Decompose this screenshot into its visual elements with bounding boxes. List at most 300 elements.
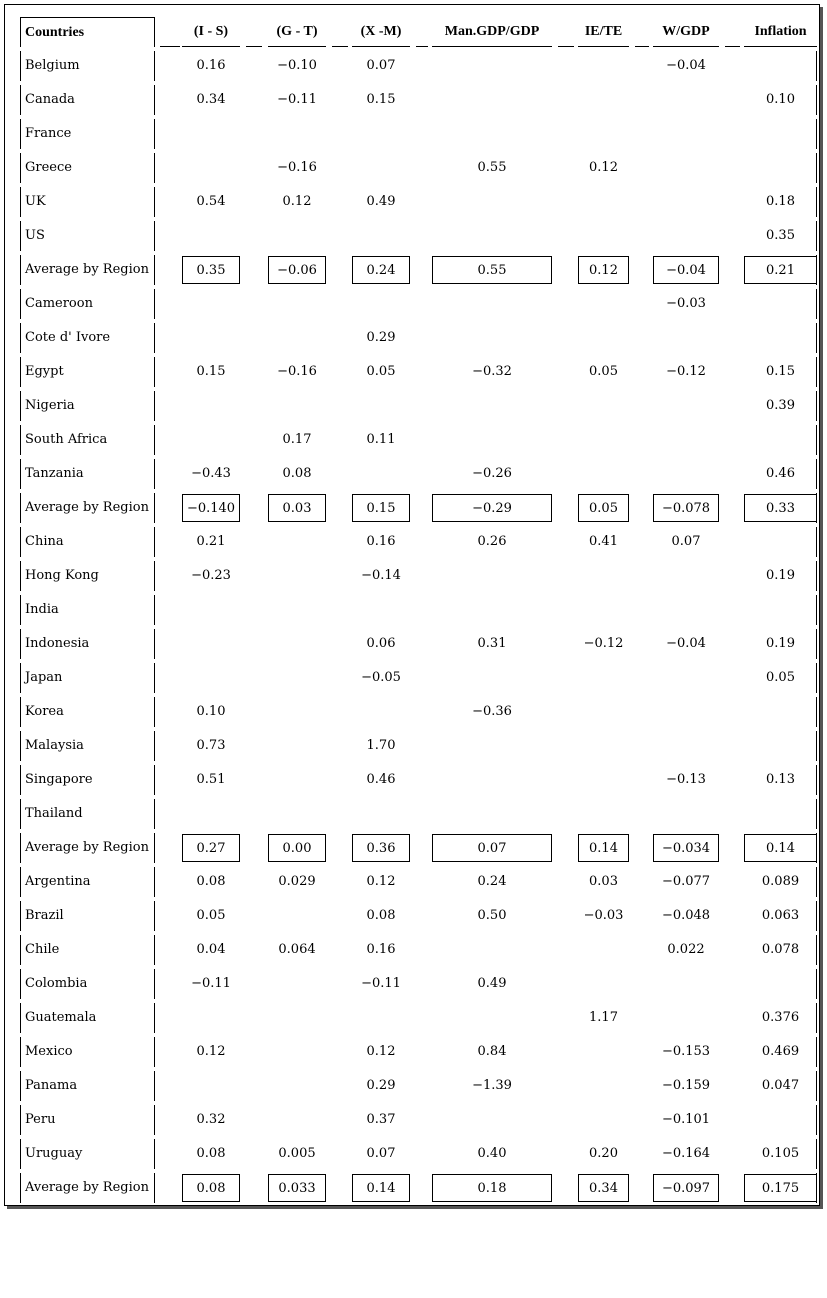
header-g-t: (G - T) — [276, 24, 318, 39]
header-rule — [182, 46, 240, 47]
value-cell-g-t — [268, 970, 326, 998]
value-cell-w-gdp — [653, 970, 719, 998]
value-cell-man-gdp: 0.24 — [477, 874, 507, 889]
table-row — [5, 729, 821, 763]
value-cell-man-gdp — [432, 1106, 552, 1134]
table-row — [5, 627, 821, 661]
value-cell-w-gdp — [653, 154, 719, 182]
value-cell-x-m — [352, 120, 410, 148]
value-cell-x-m — [352, 596, 410, 624]
value-cell-g-t: 0.12 — [282, 194, 312, 209]
value-cell-g-t: −0.16 — [277, 160, 317, 175]
value-cell-ie-te: 0.20 — [589, 1146, 618, 1161]
header-rule — [432, 46, 552, 47]
table-row — [5, 797, 821, 831]
value-cell-w-gdp — [653, 664, 719, 692]
header-rule — [744, 46, 817, 47]
value-cell-inflation: 0.10 — [766, 92, 795, 107]
value-cell-man-gdp — [432, 766, 552, 794]
value-cell-g-t — [268, 324, 326, 352]
average-row — [5, 253, 821, 287]
value-cell-ie-te: −0.12 — [583, 636, 624, 651]
value-cell-ie-te — [578, 698, 629, 726]
value-cell-w-gdp — [653, 562, 719, 590]
value-cell-ie-te — [578, 1072, 629, 1100]
value-cell-w-gdp — [653, 460, 719, 488]
value-cell-ie-te — [578, 222, 629, 250]
table-row — [5, 151, 821, 185]
country-cell: Panama — [20, 1071, 155, 1101]
value-cell-inflation: 0.21 — [744, 256, 817, 284]
value-cell-g-t: 0.005 — [278, 1146, 316, 1161]
country-cell: US — [20, 221, 155, 251]
value-cell-x-m — [352, 800, 410, 828]
value-cell-inflation: 0.19 — [766, 636, 795, 651]
value-cell-g-t: 0.029 — [278, 874, 316, 889]
value-cell-g-t — [268, 902, 326, 930]
value-cell-x-m: −0.05 — [361, 670, 401, 685]
value-cell-w-gdp — [653, 596, 719, 624]
value-cell-man-gdp: 0.84 — [477, 1044, 507, 1059]
value-cell-ie-te: 0.05 — [578, 494, 629, 522]
value-cell-inflation — [744, 52, 817, 80]
value-cell-w-gdp: −0.097 — [653, 1174, 719, 1202]
value-cell-i-s — [182, 154, 240, 182]
value-cell-man-gdp: −1.39 — [472, 1078, 512, 1093]
table-row — [5, 865, 821, 899]
value-cell-man-gdp — [432, 222, 552, 250]
value-cell-i-s: 0.05 — [196, 908, 226, 923]
value-cell-ie-te: −0.03 — [583, 908, 624, 923]
value-cell-x-m: 0.36 — [352, 834, 410, 862]
value-cell-man-gdp: −0.32 — [472, 364, 512, 379]
value-cell-x-m: 0.29 — [366, 330, 396, 345]
header-w-gdp: W/GDP — [662, 24, 710, 39]
value-cell-i-s: 0.08 — [196, 874, 226, 889]
value-cell-man-gdp: 0.55 — [477, 160, 507, 175]
value-cell-ie-te — [578, 936, 629, 964]
value-cell-x-m: 0.12 — [366, 874, 396, 889]
value-cell-x-m: 1.70 — [366, 738, 396, 753]
header-rule — [558, 46, 574, 47]
value-cell-w-gdp: −0.077 — [661, 874, 711, 889]
country-cell: Hong Kong — [20, 561, 155, 591]
value-cell-inflation — [744, 698, 817, 726]
value-cell-x-m: 0.16 — [366, 942, 396, 957]
header-man-gdp: Man.GDP/GDP — [444, 24, 540, 39]
value-cell-g-t — [268, 120, 326, 148]
header-ie-te: IE/TE — [584, 24, 623, 39]
country-cell: Cote d' Ivore — [20, 323, 155, 353]
value-cell-i-s: 0.32 — [196, 1112, 226, 1127]
value-cell-i-s: 0.27 — [182, 834, 240, 862]
value-cell-i-s: 0.15 — [196, 364, 226, 379]
value-cell-man-gdp: −0.26 — [472, 466, 512, 481]
table-row — [5, 763, 821, 797]
value-cell-x-m: 0.46 — [366, 772, 396, 787]
value-cell-inflation — [744, 324, 817, 352]
value-cell-inflation: 0.105 — [761, 1146, 800, 1161]
value-cell-i-s: −0.43 — [191, 466, 231, 481]
value-cell-inflation — [744, 528, 817, 556]
value-cell-ie-te — [578, 732, 629, 760]
value-cell-w-gdp: −0.034 — [653, 834, 719, 862]
table-row — [5, 661, 821, 695]
country-cell: Korea — [20, 697, 155, 727]
value-cell-x-m: 0.07 — [366, 58, 396, 73]
table-row — [5, 695, 821, 729]
value-cell-x-m — [352, 1004, 410, 1032]
value-cell-i-s: 0.73 — [196, 738, 226, 753]
value-cell-man-gdp: −0.36 — [472, 704, 512, 719]
value-cell-inflation: 0.46 — [766, 466, 795, 481]
value-cell-g-t — [268, 1106, 326, 1134]
value-cell-g-t — [268, 528, 326, 556]
value-cell-inflation — [744, 800, 817, 828]
value-cell-inflation: 0.047 — [761, 1078, 800, 1093]
country-cell: South Africa — [20, 425, 155, 455]
value-cell-g-t: 0.03 — [268, 494, 326, 522]
value-cell-g-t: −0.16 — [277, 364, 317, 379]
value-cell-i-s: −0.140 — [182, 494, 240, 522]
country-cell: Average by Region — [20, 1173, 155, 1203]
table-row — [5, 1137, 821, 1171]
value-cell-i-s: 0.35 — [182, 256, 240, 284]
table-row — [5, 933, 821, 967]
header-rule — [416, 46, 428, 47]
header-rule — [578, 46, 629, 47]
table-row — [5, 1069, 821, 1103]
country-cell: China — [20, 527, 155, 557]
value-cell-inflation: 0.089 — [761, 874, 800, 889]
value-cell-inflation — [744, 120, 817, 148]
value-cell-inflation: 0.175 — [744, 1174, 817, 1202]
table-row — [5, 219, 821, 253]
country-cell: Argentina — [20, 867, 155, 897]
value-cell-i-s: 0.21 — [196, 534, 226, 549]
value-cell-inflation — [744, 1106, 817, 1134]
value-cell-i-s — [182, 222, 240, 250]
value-cell-ie-te — [578, 596, 629, 624]
value-cell-w-gdp — [653, 188, 719, 216]
value-cell-g-t — [268, 630, 326, 658]
value-cell-ie-te — [578, 290, 629, 318]
value-cell-w-gdp — [653, 426, 719, 454]
value-cell-ie-te: 0.14 — [578, 834, 629, 862]
country-cell: Average by Region — [20, 833, 155, 863]
table-row — [5, 1001, 821, 1035]
value-cell-inflation: 0.35 — [766, 228, 795, 243]
value-cell-man-gdp — [432, 188, 552, 216]
country-cell: Average by Region — [20, 255, 155, 285]
value-cell-man-gdp: 0.26 — [477, 534, 507, 549]
value-cell-g-t — [268, 766, 326, 794]
country-cell: Nigeria — [20, 391, 155, 421]
value-cell-ie-te — [578, 392, 629, 420]
value-cell-x-m: 0.08 — [366, 908, 396, 923]
value-cell-w-gdp: −0.12 — [666, 364, 706, 379]
value-cell-inflation: 0.39 — [766, 398, 795, 413]
value-cell-w-gdp — [653, 698, 719, 726]
value-cell-w-gdp — [653, 1004, 719, 1032]
country-cell: France — [20, 119, 155, 149]
value-cell-i-s — [182, 324, 240, 352]
value-cell-man-gdp: 0.07 — [432, 834, 552, 862]
value-cell-ie-te: 0.12 — [578, 256, 629, 284]
header-i-s: (I - S) — [193, 24, 229, 39]
country-cell: Uruguay — [20, 1139, 155, 1169]
value-cell-i-s: 0.08 — [196, 1146, 226, 1161]
value-cell-x-m: 0.12 — [366, 1044, 396, 1059]
value-cell-x-m: 0.37 — [366, 1112, 396, 1127]
value-cell-i-s — [182, 596, 240, 624]
value-cell-inflation: 0.05 — [766, 670, 795, 685]
value-cell-i-s: 0.12 — [196, 1044, 226, 1059]
value-cell-inflation: 0.33 — [744, 494, 817, 522]
value-cell-g-t: 0.17 — [282, 432, 312, 447]
header-rule — [246, 46, 262, 47]
value-cell-man-gdp: 0.50 — [477, 908, 507, 923]
value-cell-inflation: 0.063 — [761, 908, 800, 923]
value-cell-man-gdp: 0.31 — [477, 636, 507, 651]
value-cell-g-t — [268, 562, 326, 590]
country-cell: UK — [20, 187, 155, 217]
value-cell-w-gdp: 0.07 — [671, 534, 701, 549]
country-cell: Greece — [20, 153, 155, 183]
country-cell: Indonesia — [20, 629, 155, 659]
table-row — [5, 355, 821, 389]
value-cell-x-m — [352, 290, 410, 318]
value-cell-x-m — [352, 698, 410, 726]
value-cell-man-gdp — [432, 426, 552, 454]
value-cell-i-s — [182, 630, 240, 658]
value-cell-ie-te — [578, 562, 629, 590]
value-cell-x-m: 0.49 — [366, 194, 396, 209]
table-row — [5, 117, 821, 151]
value-cell-x-m — [352, 222, 410, 250]
table-row — [5, 559, 821, 593]
value-cell-i-s — [182, 290, 240, 318]
country-cell: Mexico — [20, 1037, 155, 1067]
value-cell-ie-te — [578, 1106, 629, 1134]
value-cell-man-gdp — [432, 120, 552, 148]
header-rule — [160, 46, 180, 47]
value-cell-man-gdp: 0.18 — [432, 1174, 552, 1202]
value-cell-g-t: 0.08 — [282, 466, 312, 481]
table-row — [5, 1103, 821, 1137]
country-cell: India — [20, 595, 155, 625]
country-cell: Malaysia — [20, 731, 155, 761]
value-cell-i-s — [182, 392, 240, 420]
average-row — [5, 831, 821, 865]
table-frame — [4, 4, 820, 1206]
value-cell-x-m: 0.06 — [366, 636, 396, 651]
header-countries: Countries — [20, 17, 155, 47]
value-cell-x-m: 0.07 — [366, 1146, 396, 1161]
value-cell-g-t: −0.10 — [277, 58, 317, 73]
value-cell-x-m: 0.11 — [366, 432, 396, 447]
value-cell-man-gdp — [432, 1004, 552, 1032]
value-cell-man-gdp — [432, 290, 552, 318]
value-cell-man-gdp — [432, 86, 552, 114]
value-cell-x-m: 0.29 — [366, 1078, 396, 1093]
value-cell-ie-te: 0.41 — [589, 534, 618, 549]
value-cell-ie-te — [578, 324, 629, 352]
table-row — [5, 83, 821, 117]
value-cell-i-s: −0.11 — [191, 976, 231, 991]
value-cell-w-gdp: −0.04 — [653, 256, 719, 284]
value-cell-ie-te: 1.17 — [589, 1010, 618, 1025]
value-cell-ie-te — [578, 800, 629, 828]
country-cell: Chile — [20, 935, 155, 965]
table-row — [5, 1035, 821, 1069]
value-cell-inflation: 0.18 — [766, 194, 795, 209]
value-cell-ie-te — [578, 1038, 629, 1066]
value-cell-ie-te — [578, 188, 629, 216]
value-cell-man-gdp: 0.40 — [477, 1146, 507, 1161]
value-cell-ie-te — [578, 426, 629, 454]
value-cell-inflation — [744, 732, 817, 760]
country-cell: Average by Region — [20, 493, 155, 523]
table-row — [5, 321, 821, 355]
table-row — [5, 525, 821, 559]
value-cell-man-gdp — [432, 800, 552, 828]
country-cell: Belgium — [20, 51, 155, 81]
header-rule — [635, 46, 649, 47]
value-cell-man-gdp: −0.29 — [432, 494, 552, 522]
value-cell-ie-te — [578, 52, 629, 80]
header-x-m: (X -M) — [360, 24, 402, 39]
value-cell-g-t — [268, 1072, 326, 1100]
country-cell: Thailand — [20, 799, 155, 829]
table-row — [5, 899, 821, 933]
value-cell-i-s: 0.34 — [196, 92, 226, 107]
average-row — [5, 491, 821, 525]
value-cell-inflation: 0.19 — [766, 568, 795, 583]
table-row — [5, 967, 821, 1001]
value-cell-man-gdp — [432, 562, 552, 590]
value-cell-w-gdp: −0.159 — [661, 1078, 711, 1093]
value-cell-inflation: 0.14 — [744, 834, 817, 862]
value-cell-i-s: 0.08 — [182, 1174, 240, 1202]
value-cell-g-t — [268, 392, 326, 420]
value-cell-w-gdp — [653, 86, 719, 114]
country-cell: Peru — [20, 1105, 155, 1135]
value-cell-i-s — [182, 1004, 240, 1032]
header-inflation: Inflation — [754, 24, 807, 39]
header-rule — [352, 46, 410, 47]
value-cell-g-t: −0.11 — [277, 92, 317, 107]
table-row — [5, 423, 821, 457]
value-cell-w-gdp — [653, 120, 719, 148]
average-row — [5, 1171, 821, 1205]
country-cell: Canada — [20, 85, 155, 115]
value-cell-ie-te: 0.03 — [589, 874, 618, 889]
value-cell-w-gdp — [653, 392, 719, 420]
value-cell-i-s — [182, 800, 240, 828]
value-cell-ie-te: 0.05 — [589, 364, 618, 379]
value-cell-i-s: 0.51 — [196, 772, 226, 787]
country-cell: Tanzania — [20, 459, 155, 489]
value-cell-i-s — [182, 1072, 240, 1100]
value-cell-ie-te — [578, 86, 629, 114]
value-cell-inflation: 0.15 — [766, 364, 795, 379]
value-cell-g-t — [268, 664, 326, 692]
value-cell-man-gdp: 0.49 — [477, 976, 507, 991]
table-row — [5, 185, 821, 219]
value-cell-ie-te — [578, 766, 629, 794]
value-cell-inflation — [744, 970, 817, 998]
table-row — [5, 457, 821, 491]
value-cell-g-t — [268, 1004, 326, 1032]
header-rule — [653, 46, 719, 47]
value-cell-w-gdp: −0.153 — [661, 1044, 711, 1059]
value-cell-inflation — [744, 426, 817, 454]
value-cell-ie-te — [578, 970, 629, 998]
table-row — [5, 49, 821, 83]
value-cell-inflation: 0.13 — [766, 772, 795, 787]
value-cell-x-m: 0.16 — [366, 534, 396, 549]
value-cell-x-m: 0.15 — [366, 92, 396, 107]
value-cell-inflation: 0.469 — [761, 1044, 800, 1059]
value-cell-w-gdp — [653, 800, 719, 828]
value-cell-w-gdp: −0.101 — [661, 1112, 711, 1127]
value-cell-man-gdp — [432, 732, 552, 760]
country-cell: Japan — [20, 663, 155, 693]
country-cell: Brazil — [20, 901, 155, 931]
value-cell-man-gdp — [432, 596, 552, 624]
value-cell-inflation: 0.376 — [761, 1010, 800, 1025]
country-cell: Egypt — [20, 357, 155, 387]
value-cell-i-s: 0.16 — [196, 58, 226, 73]
value-cell-w-gdp: −0.048 — [661, 908, 711, 923]
value-cell-g-t — [268, 222, 326, 250]
value-cell-inflation — [744, 154, 817, 182]
value-cell-g-t — [268, 596, 326, 624]
table-row — [5, 593, 821, 627]
value-cell-x-m — [352, 392, 410, 420]
header-rule — [268, 46, 326, 47]
value-cell-x-m: 0.24 — [352, 256, 410, 284]
header-rule — [332, 46, 348, 47]
value-cell-g-t — [268, 290, 326, 318]
value-cell-w-gdp: −0.03 — [666, 296, 706, 311]
value-cell-x-m — [352, 154, 410, 182]
value-cell-man-gdp — [432, 392, 552, 420]
value-cell-i-s — [182, 664, 240, 692]
value-cell-w-gdp — [653, 222, 719, 250]
table-row — [5, 287, 821, 321]
value-cell-ie-te — [578, 460, 629, 488]
value-cell-inflation — [744, 290, 817, 318]
value-cell-g-t — [268, 698, 326, 726]
value-cell-x-m: 0.15 — [352, 494, 410, 522]
value-cell-man-gdp — [432, 936, 552, 964]
value-cell-w-gdp: −0.164 — [661, 1146, 711, 1161]
value-cell-i-s: 0.04 — [196, 942, 226, 957]
value-cell-w-gdp — [653, 324, 719, 352]
header-rule — [725, 46, 740, 47]
value-cell-g-t — [268, 800, 326, 828]
value-cell-x-m: −0.11 — [361, 976, 401, 991]
value-cell-g-t — [268, 732, 326, 760]
value-cell-inflation — [744, 596, 817, 624]
value-cell-ie-te — [578, 120, 629, 148]
value-cell-w-gdp: −0.04 — [666, 636, 706, 651]
value-cell-ie-te: 0.12 — [589, 160, 618, 175]
value-cell-w-gdp — [653, 732, 719, 760]
value-cell-x-m: 0.05 — [366, 364, 396, 379]
